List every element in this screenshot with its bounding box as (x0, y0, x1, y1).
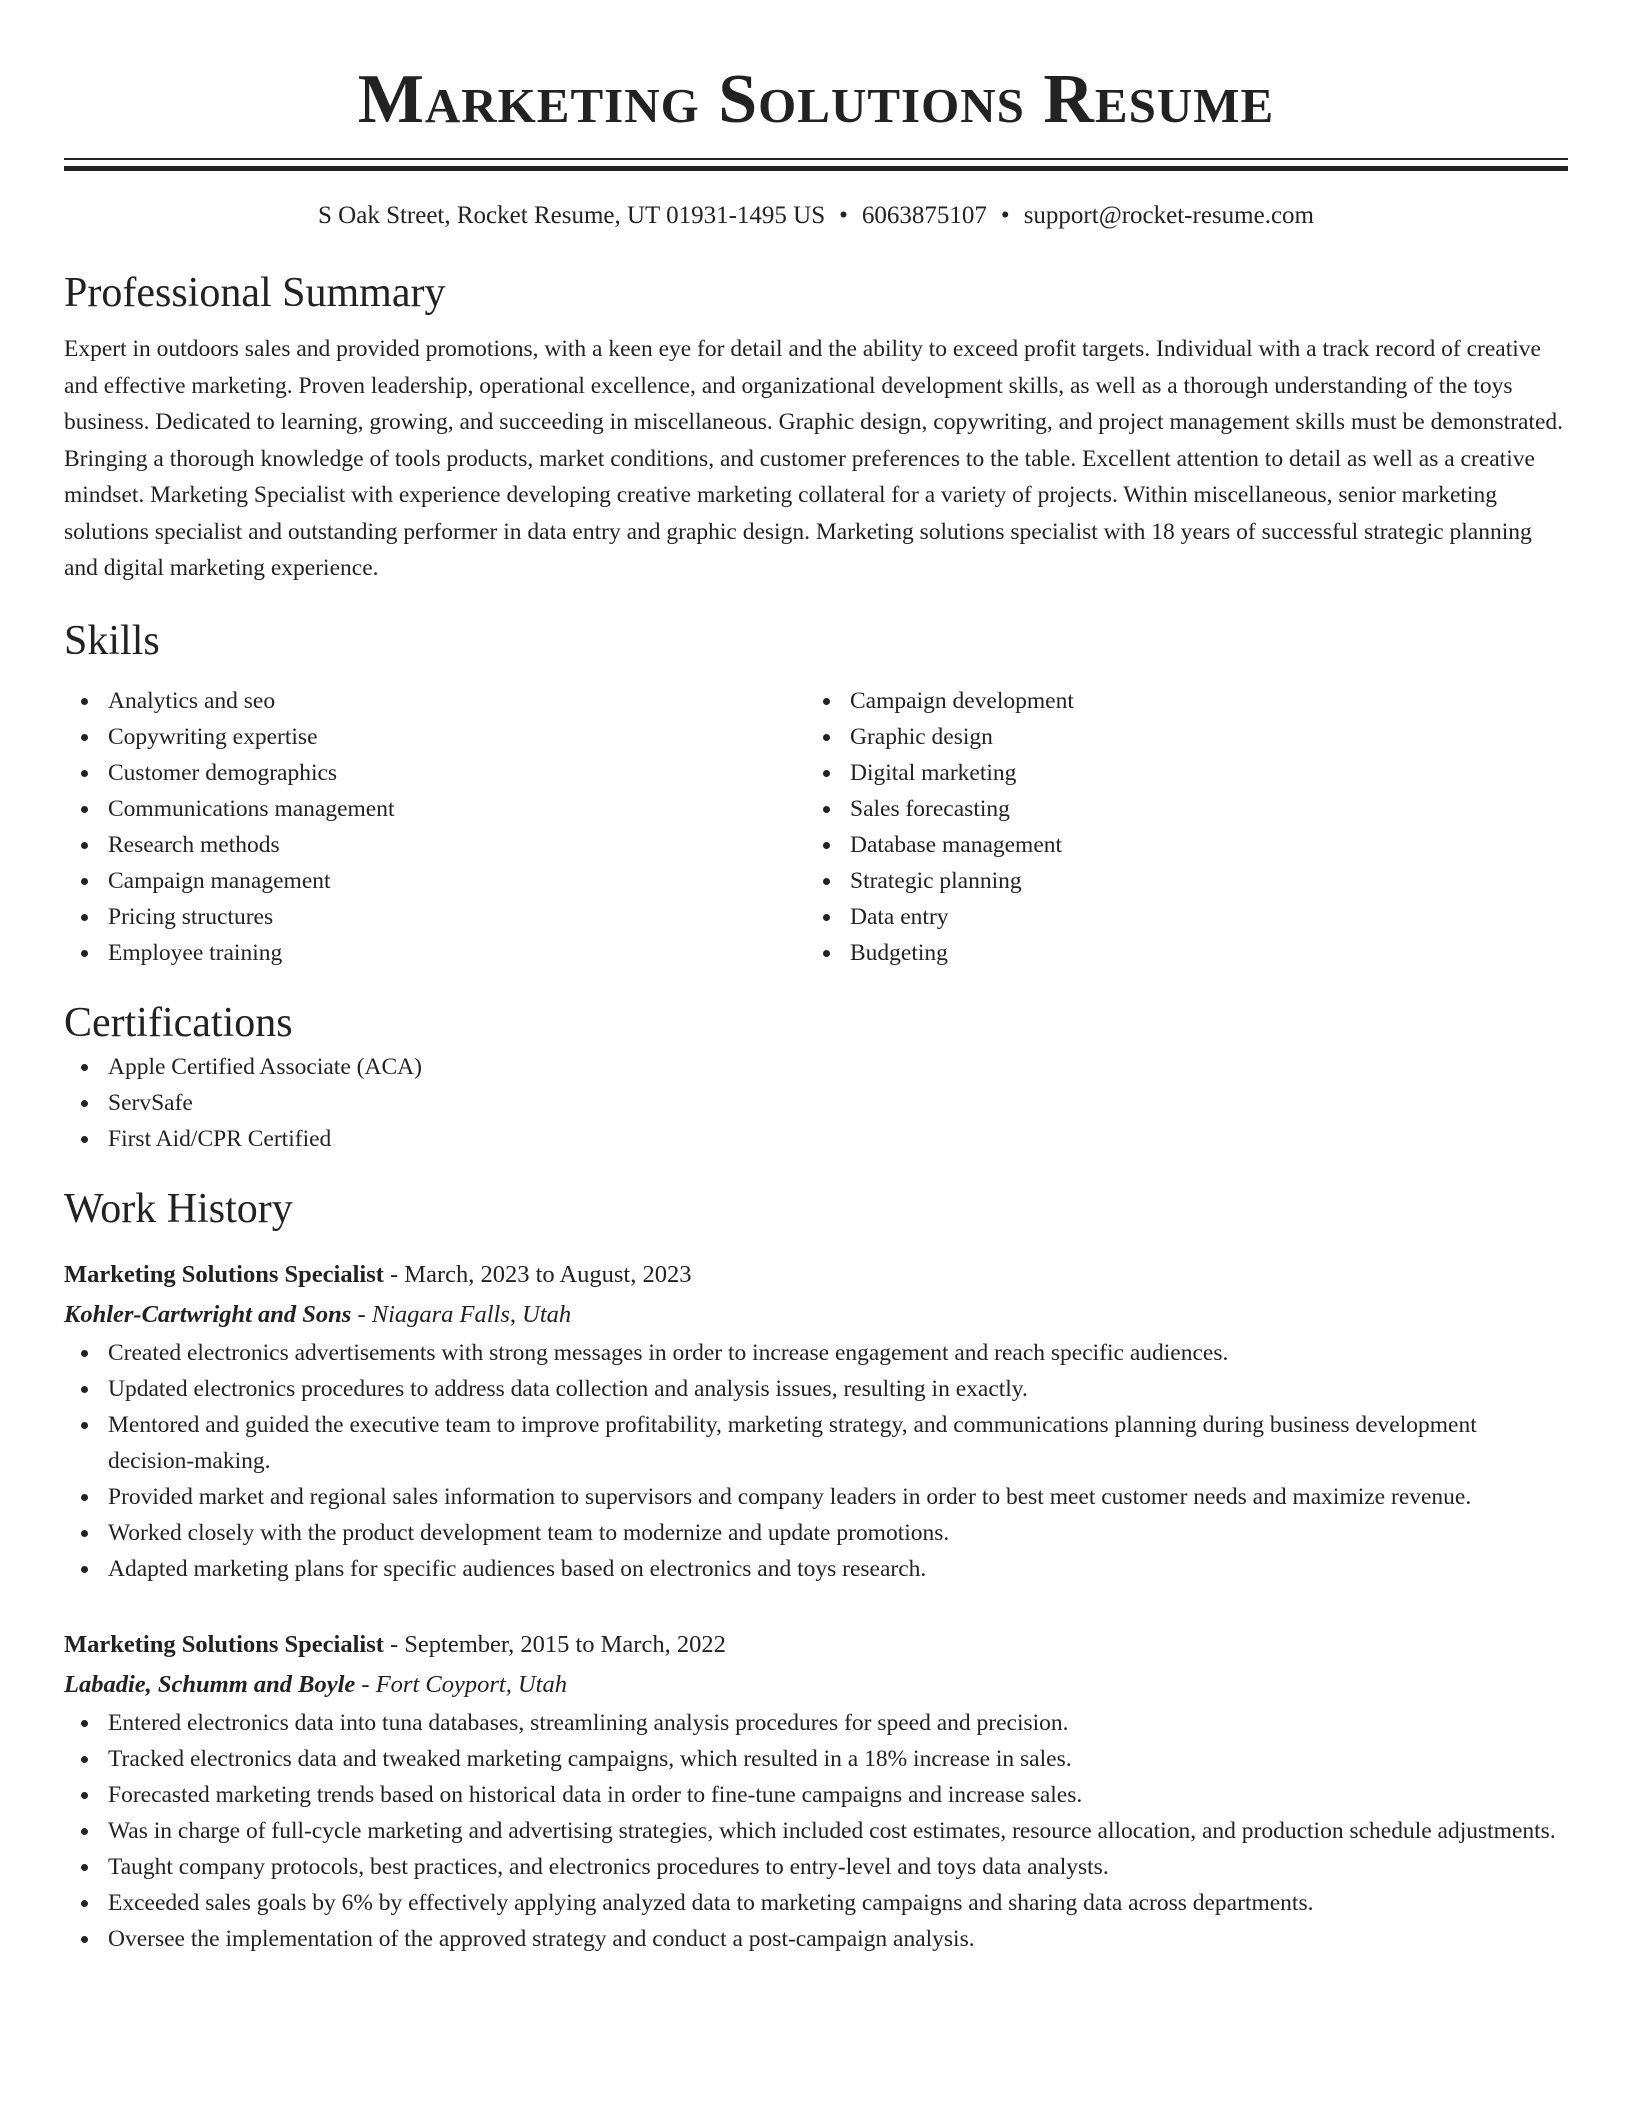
job-location: - Fort Coyport, Utah (355, 1670, 567, 1698)
job-duty-item (64, 1479, 1568, 1515)
bullet-icon (81, 1530, 88, 1537)
job-duty-text: Adapted marketing plans for specific audiences based on electronics and toys research. (108, 1555, 927, 1582)
job-duty-item (64, 1849, 1568, 1885)
skill-item (64, 791, 806, 827)
job-duty-text: Was in charge of full-cycle marketing and advertising strategies, which included cost estimates, resource allocation, and production schedule adjustments. (108, 1817, 1556, 1844)
certification-item (64, 1121, 1568, 1157)
job-title-line (64, 1625, 1568, 1665)
title-divider-thick (64, 166, 1568, 171)
skill-label: Digital marketing (850, 759, 1017, 786)
skill-label: Campaign development (850, 687, 1074, 714)
title-divider-thin (64, 158, 1568, 160)
bullet-icon (81, 1936, 88, 1943)
job-duty-item (64, 1813, 1568, 1849)
skill-item (806, 719, 1548, 755)
skill-item (64, 899, 806, 935)
bullet-icon (81, 878, 88, 885)
bullet-icon (81, 806, 88, 813)
skill-label: Research methods (108, 831, 280, 858)
bullet-icon (81, 1100, 88, 1107)
bullet-icon (81, 770, 88, 777)
bullet-icon (81, 1828, 88, 1835)
skill-item (806, 827, 1548, 863)
job-dates: - September, 2015 to March, 2022 (383, 1630, 726, 1658)
job-company-line (64, 1295, 1568, 1335)
certification-label: ServSafe (108, 1089, 193, 1116)
job-duty-item (64, 1921, 1568, 1957)
job-duty-item (64, 1777, 1568, 1813)
contact-email: support@rocket-resume.com (1023, 202, 1314, 229)
job-duty-text: Entered electronics data into tuna databases, streamlining analysis procedures for speed and precision. (108, 1709, 1069, 1736)
job-duty-text: Mentored and guided the executive team to improve profitability, marketing strategy, and communications planning during business development decision-making. (108, 1411, 1477, 1474)
skill-label: Data entry (850, 903, 949, 930)
contact-separator: • (839, 202, 848, 229)
skill-label: Graphic design (850, 723, 993, 750)
bullet-icon (823, 698, 830, 705)
job-duty-item (64, 1335, 1568, 1371)
job-duty-text: Taught company protocols, best practices, and electronics procedures to entry-level and toys data analysts. (108, 1853, 1109, 1880)
job-duty-item (64, 1371, 1568, 1407)
job-duty-item (64, 1515, 1568, 1551)
bullet-icon (81, 1064, 88, 1071)
skills-list (64, 683, 1568, 971)
skills-column-right (806, 683, 1548, 971)
skill-item (806, 683, 1548, 719)
certification-label: Apple Certified Associate (ACA) (108, 1053, 422, 1080)
job-title-line (64, 1255, 1568, 1295)
contact-phone: 6063875107 (861, 202, 987, 229)
skill-label: Budgeting (850, 939, 948, 966)
job-duty-text: Provided market and regional sales information to supervisors and company leaders in order to best meet customer needs and maximize revenue. (108, 1483, 1472, 1510)
job-duty-text: Worked closely with the product development team to modernize and update promotions. (108, 1519, 950, 1546)
skill-item (806, 899, 1548, 935)
bullet-icon (81, 842, 88, 849)
skill-label: Customer demographics (108, 759, 338, 786)
bullet-icon (823, 806, 830, 813)
job-company-line (64, 1665, 1568, 1705)
skill-label: Campaign management (108, 867, 331, 894)
bullet-icon (81, 734, 88, 741)
certifications-list (64, 1049, 1568, 1157)
job-duty-item (64, 1551, 1568, 1587)
bullet-icon (81, 1720, 88, 1727)
job-location: - Niagara Falls, Utah (351, 1300, 572, 1328)
job-duty-text: Forecasted marketing trends based on historical data in order to fine-tune campaigns and increase sales. (108, 1781, 1083, 1808)
job-entry (64, 1255, 1568, 1587)
bullet-icon (81, 1136, 88, 1143)
job-dates: - March, 2023 to August, 2023 (383, 1260, 692, 1288)
skill-item (806, 935, 1548, 971)
bullet-icon (81, 1386, 88, 1393)
contact-line (64, 199, 1568, 233)
skill-label: Database management (850, 831, 1063, 858)
job-duty-text: Created electronics advertisements with strong messages in order to increase engagement and reach specific audiences. (108, 1339, 1229, 1366)
bullet-icon (823, 842, 830, 849)
skill-item (64, 935, 806, 971)
skill-item (64, 683, 806, 719)
bullet-icon (81, 1422, 88, 1429)
contact-separator: • (1000, 202, 1010, 229)
job-duty-item (64, 1407, 1568, 1479)
bullet-icon (81, 1756, 88, 1763)
bullet-icon (81, 1864, 88, 1871)
job-duty-text: Updated electronics procedures to address data collection and analysis issues, resulting in exactly. (108, 1375, 1028, 1402)
bullet-icon (823, 878, 830, 885)
job-duty-item (64, 1705, 1568, 1741)
job-duty-text: Exceeded sales goals by 6% by effectively applying analyzed data to marketing campaigns and sharing data across departments. (108, 1889, 1314, 1916)
bullet-icon (81, 1792, 88, 1799)
bullet-icon (823, 950, 830, 957)
skill-item (64, 827, 806, 863)
skills-heading: Skills (64, 617, 160, 664)
skill-label: Sales forecasting (850, 795, 1010, 822)
job-duties-list (64, 1705, 1568, 1957)
bullet-icon (81, 1900, 88, 1907)
skill-item (806, 863, 1548, 899)
summary-heading: Professional Summary (64, 270, 446, 316)
summary-text: Expert in outdoors sales and provided promotions, with a keen eye for detail and the ability to exceed profit targets. Individual with a track record of creative and effective marketing. Proven leadership, operational excellence, and organizational development skills, as well as a thorough understanding of the toys business. Dedicated to learning, growing, and succeeding in miscellaneous. Graphic design, copywriting, and project management skills must be demonstrated. Bringing a thorough knowledge of tools products, market conditions, and customer preferences to the table. Excellent attention to detail as well as a creative mindset. Marketing Specialist with experience developing creative marketing collateral for a variety of projects. Within miscellaneous, senior marketing solutions specialist and outstanding performer in data entry and graphic design. Marketing solutions specialist with 18 years of successful strategic planning and digital marketing experience. (64, 336, 1564, 581)
job-duty-text: Tracked electronics data and tweaked marketing campaigns, which resulted in a 18% increase in sales. (108, 1745, 1072, 1772)
skill-item (64, 863, 806, 899)
job-company: Kohler-Cartwright and Sons (64, 1300, 352, 1328)
work-history-heading: Work History (64, 1185, 293, 1232)
bullet-icon (823, 770, 830, 777)
skill-label: Pricing structures (108, 903, 274, 930)
contact-address: S Oak Street, Rocket Resume, UT 01931-1495 US (318, 202, 826, 229)
bullet-icon (81, 1350, 88, 1357)
resume-title: Marketing Solutions Resume (357, 61, 1275, 138)
skill-label: Employee training (108, 939, 283, 966)
job-duty-item (64, 1741, 1568, 1777)
bullet-icon (81, 914, 88, 921)
certification-label: First Aid/CPR Certified (108, 1125, 332, 1152)
skill-item (806, 791, 1548, 827)
bullet-icon (823, 914, 830, 921)
bullet-icon (81, 698, 88, 705)
skill-label: Strategic planning (850, 867, 1022, 894)
job-duty-text: Oversee the implementation of the approved strategy and conduct a post-campaign analysis. (108, 1925, 975, 1952)
bullet-icon (823, 734, 830, 741)
skill-item (64, 719, 806, 755)
job-role: Marketing Solutions Specialist (64, 1630, 384, 1658)
job-role: Marketing Solutions Specialist (64, 1260, 384, 1288)
skill-label: Copywriting expertise (108, 723, 318, 750)
certification-item (64, 1049, 1568, 1085)
skills-column-left (64, 683, 806, 971)
certification-item (64, 1085, 1568, 1121)
job-duty-item (64, 1885, 1568, 1921)
certifications-heading: Certifications (64, 999, 293, 1046)
bullet-icon (81, 950, 88, 957)
skill-label: Analytics and seo (108, 687, 276, 714)
skill-item (806, 755, 1548, 791)
bullet-icon (81, 1566, 88, 1573)
bullet-icon (81, 1494, 88, 1501)
job-entry (64, 1625, 1568, 1957)
job-duties-list (64, 1335, 1568, 1587)
skill-label: Communications management (108, 795, 395, 822)
skill-item (64, 755, 806, 791)
job-company: Labadie, Schumm and Boyle (64, 1670, 356, 1698)
